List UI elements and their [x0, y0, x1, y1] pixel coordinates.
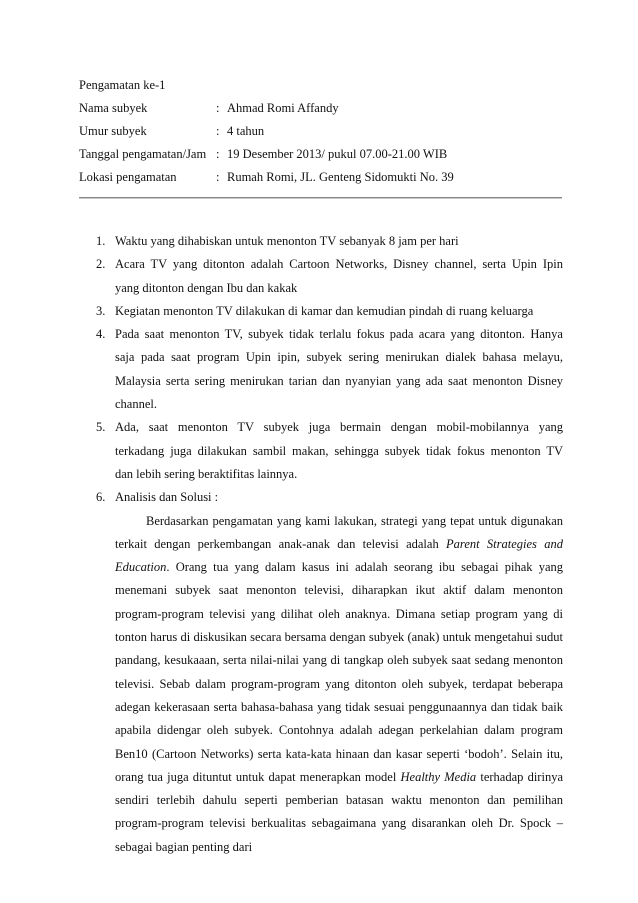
- field-colon: :: [216, 124, 220, 138]
- observation-title: Pengamatan ke-1: [79, 78, 166, 92]
- list-item: [83, 300, 563, 323]
- item-number: 3.: [96, 303, 106, 318]
- item-text: Acara TV yang ditonton adalah Cartoon Networks, Disney channel, serta Upin Ipin: [115, 257, 563, 272]
- analysis-heading: Analisis dan Solusi :: [115, 490, 219, 505]
- field-value: Ahmad Romi Affandy: [227, 101, 339, 115]
- item-text: Kegiatan menonton TV dilakukan di kamar dan kemudian pindah di ruang keluarga: [115, 303, 534, 318]
- analysis-text: terhadap dirinya sendiri terlebih dahulu seperti pemberian batasan waktu menonton dan pemilihan program-program televisi berkualitas sebagaimana yang disarankan oleh Dr. Spock – sebagai bagian penting dari: [115, 769, 563, 854]
- field-value: Rumah Romi, JL. Genteng Sidomukti No. 39: [227, 170, 454, 184]
- item-text: yang ditonton dengan Ibu dan kakak: [115, 280, 298, 295]
- subject-name-row: [79, 97, 569, 120]
- item-text: channel.: [115, 397, 157, 412]
- item-text: dan lebih sering beraktifitas lainnya.: [115, 466, 298, 481]
- item-number: 2.: [96, 257, 106, 272]
- observation-date-row: [79, 143, 569, 166]
- field-colon: :: [216, 147, 220, 161]
- item-text: Ada, saat menonton TV subyek juga bermain dengan mobil-mobilannya yang: [115, 420, 563, 435]
- item-text: Pada saat menonton TV, subyek tidak terlalu fokus pada acara yang ditonton. Hanya: [115, 327, 563, 342]
- field-label: Nama subyek: [79, 101, 148, 115]
- item-text: saja pada saat program Upin ipin, subyek sering menirukan dialek bahasa melayu,: [115, 350, 563, 365]
- analysis-emphasis: Healthy Media: [400, 769, 477, 784]
- field-label: Tanggal pengamatan/Jam: [79, 147, 207, 161]
- header-divider: [79, 197, 562, 199]
- field-value: 4 tahun: [227, 124, 265, 138]
- item-text: Waktu yang dihabiskan untuk menonton TV sebanyak 8 jam per hari: [115, 234, 459, 248]
- observation-location-row: [79, 166, 569, 189]
- analysis-paragraph: [115, 510, 563, 859]
- analysis-text: . Orang tua yang dalam kasus ini adalah seorang ibu sebagai pihak yang menemani subyek saat menonton televisi, diharapkan ikut aktif dalam menonton program-program televisi yang dilihat oleh anaknya. Dimana setiap program yang di tonton harus di diskusikan secara bersama dengan subyek (anak) untuk mengetahui sudut pandang, kesukaaan, serta nilai-nilai yang di tangkap oleh subyek saat sedang menonton televisi. Sebab dalam program-program yang ditonton oleh subyek, terdapat beberapa adegan kekerasaan serta bahasa-bahasa yang tidak sesuai penggunaannya dan tidak baik apabila didengar oleh subyek. Contohnya adalah adegan perkelahian dalam program Ben10 (Cartoon Networks) serta kata-kata hinaan dan kasar seperti ‘bodoh’. Selain itu, orang tua juga dituntut untuk dapat menerapkan model: [115, 560, 563, 784]
- field-colon: :: [216, 101, 220, 115]
- field-value: 19 Desember 2013/ pukul 07.00-21.00 WIB: [227, 147, 448, 161]
- field-label: Umur subyek: [79, 124, 147, 138]
- list-item: [83, 230, 563, 253]
- findings-list: [83, 230, 563, 859]
- item-number: 1.: [96, 234, 106, 248]
- item-text: Malaysia serta sering menirukan tarian dan nyanyian yang ada saat menonton Disney: [115, 373, 563, 388]
- field-colon: :: [216, 170, 220, 184]
- item-number: 4.: [96, 327, 106, 342]
- item-text: terkadang juga dilakukan sambil makan, sehingga subyek tidak fokus menonton TV: [115, 443, 563, 458]
- list-item: [83, 323, 563, 416]
- list-item: [83, 416, 563, 486]
- observation-title-row: [79, 74, 569, 97]
- list-item: [83, 253, 563, 300]
- item-number: 5.: [96, 420, 106, 435]
- analysis-emphasis: Parent Strategies and Education: [115, 536, 563, 575]
- item-number: 6.: [96, 490, 106, 505]
- subject-age-row: [79, 120, 569, 143]
- field-label: Lokasi pengamatan: [79, 170, 177, 184]
- observation-header: [79, 74, 569, 189]
- list-item: [83, 486, 563, 859]
- analysis-text: Berdasarkan pengamatan yang kami lakukan, strategi yang tepat untuk digunakan terkait dengan perkembangan anak-anak dan televisi adalah: [115, 513, 563, 551]
